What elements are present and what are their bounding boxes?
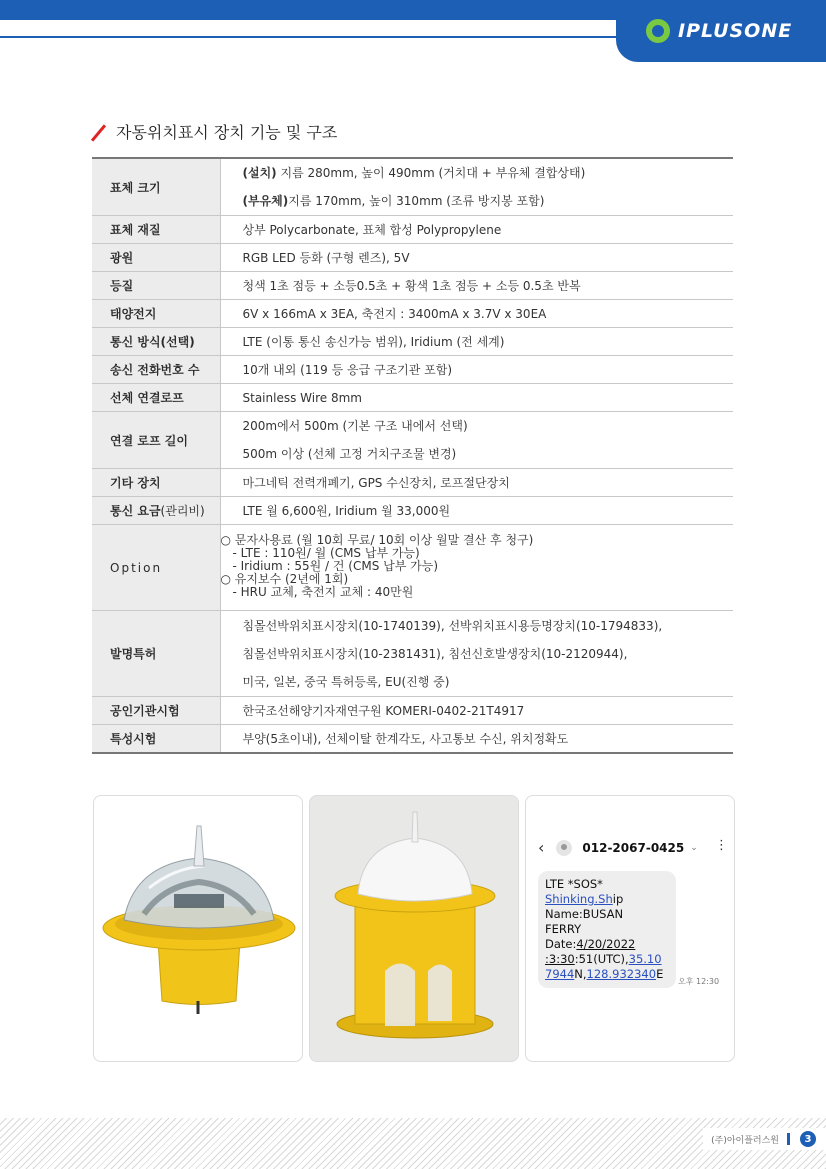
value-text: 지름 280mm, 높이 490mm (거치대 + 부유체 결합상태) [276,166,586,180]
option-line: - Iridium : 55원 / 건 (CMS 납부 가능) [232,559,439,573]
chevron-down-icon[interactable]: ⌄ [690,842,698,853]
row-label [92,497,220,525]
contact-avatar-icon [556,840,572,856]
footer-divider [787,1133,790,1145]
row-label: 표체 재질 [92,216,220,244]
table-row [92,725,733,753]
row-label: Option [92,525,220,611]
footer [703,1128,826,1150]
row-label: 기타 장치 [92,469,220,497]
msg-link[interactable]: 4/20/2022 [576,937,636,951]
page-number: 3 [800,1131,816,1147]
msg-link[interactable]: :3:30 [545,952,575,966]
option-line: ○ 유지보수 (2년에 1회) [220,572,349,586]
label-sub: (관리비) [160,504,205,518]
value-line: 침몰선박위치표시장치(10-2381431), 침선신호발생장치(10-2120944), [242,646,628,661]
row-value: Stainless Wire 8mm [220,384,733,412]
row-value: 10개 내외 (119 등 응급 구조기관 포함) [220,356,733,384]
label-main: 통신 요금 [110,504,161,518]
spec-table [92,157,733,754]
msg-line [545,892,669,907]
row-label: 표체 크기 [92,158,220,216]
row-value: RGB LED 등화 (구형 렌즈), 5V [220,244,733,272]
row-label: 연결 로프 길이 [92,412,220,469]
table-row [92,412,733,469]
row-label: 공인기관시험 [92,697,220,725]
back-arrow-icon[interactable]: ‹ [538,838,545,857]
section-title: 자동위치표시 장치 기능 및 구조 [116,123,338,142]
table-row [92,244,733,272]
row-label: 등질 [92,272,220,300]
value-bold: (설치) [242,166,277,180]
table-row [92,300,733,328]
table-row [92,611,733,697]
row-value: 청색 1초 점등 + 소등0.5초 + 황색 1초 점등 + 소등 0.5초 반복 [220,272,733,300]
msg-line: Name:BUSAN [545,907,624,921]
value-line: 미국, 일본, 중국 특허등록, EU(진행 중) [242,674,450,689]
msg-line [545,937,669,952]
table-row [92,216,733,244]
row-value [220,158,733,216]
msg-text: :51(UTC), [574,952,629,966]
sos-message-screenshot [525,795,735,1062]
msg-line: FERRY [545,922,582,936]
row-label: 선체 연결로프 [92,384,220,412]
brand-tab [616,0,826,62]
table-row [92,525,733,611]
row-value: LTE (이통 통신 송신가능 범위), Iridium (전 세계) [220,328,733,356]
header-rule [0,36,640,38]
row-label: 송신 전화번호 수 [92,356,220,384]
msg-text: ip [612,892,624,906]
row-value: 부양(5초이내), 선체이탈 한계각도, 사고통보 수신, 위치정확도 [220,725,733,753]
value-line: 200m에서 500m (기본 구조 내에서 선택) [242,419,468,433]
msg-link[interactable]: 7944 [545,967,575,981]
brand-logo-icon [646,19,670,43]
message-bubble [538,871,676,988]
row-value: 마그네틱 전력개폐기, GPS 수신장치, 로프절단장치 [220,469,733,497]
msg-link[interactable]: 128.932340 [586,967,657,981]
red-slash-icon [92,122,106,142]
footer-hatch [0,1118,826,1169]
row-label: 광원 [92,244,220,272]
value-text: 지름 170mm, 높이 310mm (조류 방지봉 포함) [288,194,545,208]
table-row [92,469,733,497]
row-value [220,412,733,469]
table-row [92,328,733,356]
msg-line [545,967,669,982]
table-row [92,158,733,216]
row-value: 6V x 166mA x 3EA, 축전지 : 3400mA x 3.7V x 30EA [220,300,733,328]
value-line: 침몰선박위치표시장치(10-1740139), 선박위치표시용등명장치(10-1794833), [242,618,663,633]
option-line: - HRU 교체, 축전지 교체 : 40만원 [232,585,414,599]
msg-link[interactable]: Shinking.Sh [545,892,613,906]
row-value [220,525,733,611]
sender-phone-number[interactable]: 012-2067-0425 [582,840,685,855]
row-value: LTE 월 6,600원, Iridium 월 33,000원 [220,497,733,525]
msg-line [545,952,669,967]
value-line: 500m 이상 (선체 고정 거치구조물 변경) [242,447,457,461]
msg-text: Date: [545,937,577,951]
table-row [92,356,733,384]
row-label: 발명특허 [92,611,220,697]
device-installed-illustration [94,796,303,1062]
message-time: 오후 12:30 [678,977,720,986]
section-heading [92,120,337,143]
device-installed-photo [93,795,303,1062]
row-label: 태양전지 [92,300,220,328]
msg-link[interactable]: 35.10 [628,952,662,966]
table-row [92,384,733,412]
more-options-icon[interactable]: ⋮ [715,838,728,853]
floating-body-illustration [310,796,519,1062]
msg-line: LTE *SOS* [545,877,603,891]
row-value [220,611,733,697]
row-label: 통신 방식(선택) [92,328,220,356]
message-header [538,838,728,857]
brand-name: IPLUSONE [678,20,793,42]
value-bold: (부유체) [242,194,289,208]
option-line: - LTE : 110원/ 월 (CMS 납부 가능) [232,546,420,560]
table-row [92,697,733,725]
msg-text: E [656,967,664,981]
floating-body-photo [309,795,519,1062]
row-value: 상부 Polycarbonate, 표체 합성 Polypropylene [220,216,733,244]
footer-company: (주)아이플러스원 [711,1135,779,1146]
option-line: ○ 문자사용료 (월 10회 무료/ 10회 이상 월말 결산 후 청구) [220,533,534,547]
table-row [92,272,733,300]
table-row [92,497,733,525]
row-label: 특성시험 [92,725,220,753]
msg-text: N, [574,967,587,981]
row-value: 한국조선해양기자재연구원 KOMERI-0402-21T4917 [220,697,733,725]
